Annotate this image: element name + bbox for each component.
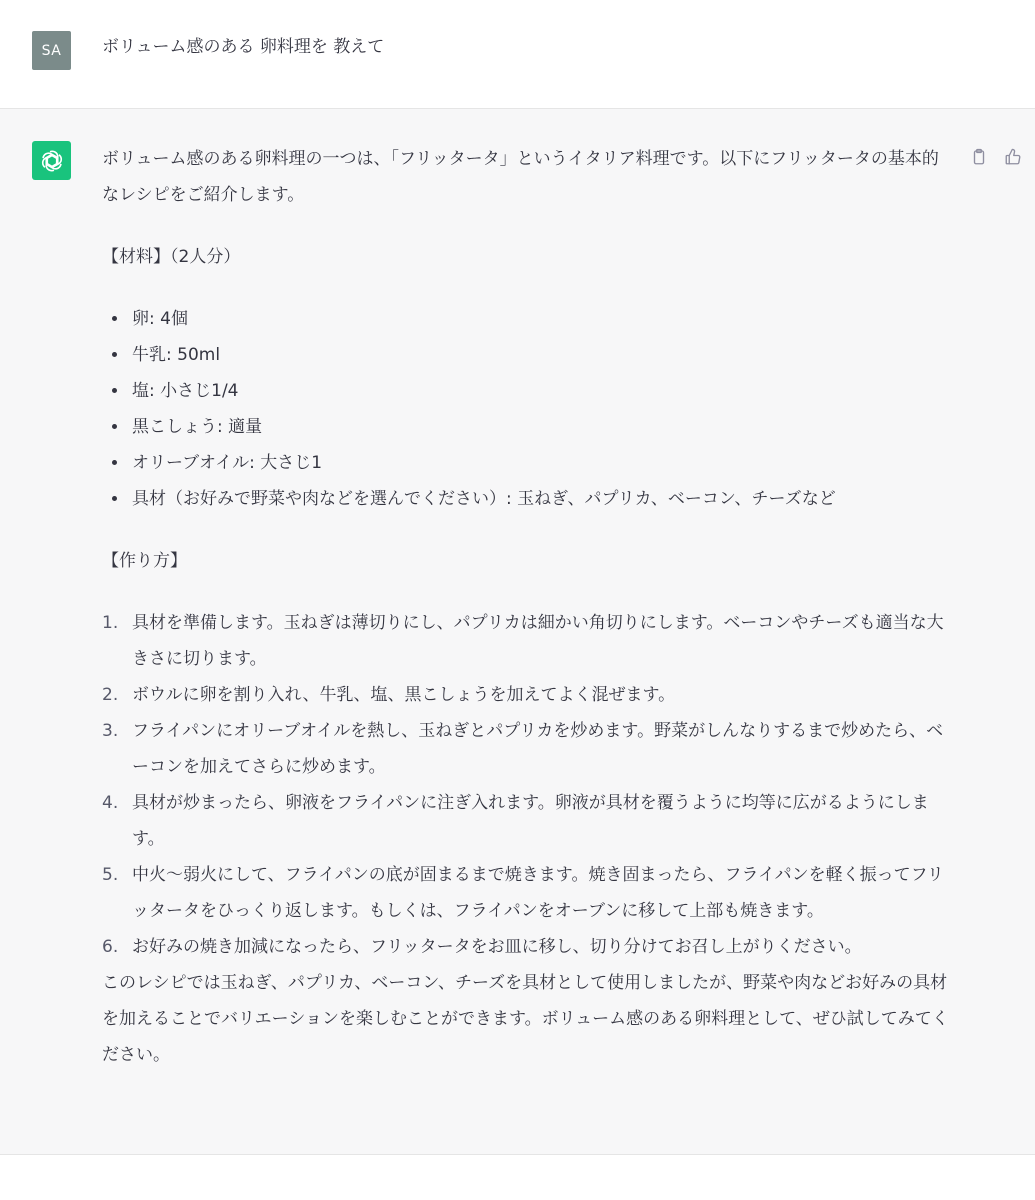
- user-message-text: ボリューム感のある 卵料理を 教えて: [102, 37, 385, 57]
- ingredients-list: [102, 301, 952, 517]
- list-item: 黒こしょう: 適量: [132, 409, 952, 445]
- ingredients-heading: 【材料】（2人分）: [102, 247, 241, 267]
- message-actions: [969, 147, 1023, 167]
- steps-list: [102, 605, 952, 965]
- list-item: [102, 785, 952, 857]
- list-item: オリーブオイル: 大さじ1: [132, 445, 952, 481]
- list-item: [102, 857, 952, 929]
- list-item: [102, 605, 952, 677]
- list-item: 具材（お好みで野菜や肉などを選んでください）: 玉ねぎ、パプリカ、ベーコン、チーズなど: [132, 481, 952, 517]
- list-item: [102, 929, 952, 965]
- summary-paragraph: このレシピでは玉ねぎ、パプリカ、ベーコン、チーズを具材として使用しましたが、野菜や肉などお好みの具材を加えることでバリエーションを楽しむことができます。ボリューム感のある卵料理として、ぜひ試してみてください。: [102, 973, 949, 1065]
- intro-paragraph: ボリューム感のある卵料理の一つは、「フリッタータ」というイタリア料理です。以下にフリッタータの基本的なレシピをご紹介します。: [102, 149, 939, 205]
- openai-logo-icon: [32, 141, 71, 180]
- step-text: お好みの焼き加減になったら、フリッタータをお皿に移し、切り分けてお召し上がりください。: [132, 937, 862, 957]
- clipboard-icon[interactable]: [969, 147, 989, 167]
- step-number: 1.: [102, 613, 119, 633]
- user-message-row: [0, 0, 1035, 109]
- thumbs-up-icon[interactable]: [1003, 147, 1023, 167]
- steps-heading: 【作り方】: [102, 551, 187, 571]
- assistant-message-row: [0, 109, 1035, 1155]
- step-text: 中火〜弱火にして、フライパンの底が固まるまで焼きます。焼き固まったら、フライパンを軽く振ってフリッタータをひっくり返します。もしくは、フライパンをオーブンに移して上部も焼きます。: [132, 865, 944, 921]
- list-item: [102, 677, 952, 713]
- list-item: 塩: 小さじ1/4: [132, 373, 952, 409]
- list-item: 卵: 4個: [132, 301, 952, 337]
- step-text: ボウルに卵を割り入れ、牛乳、塩、黒こしょうを加えてよく混ぜます。: [132, 685, 676, 705]
- step-number: 6.: [102, 937, 119, 957]
- step-text: 具材を準備します。玉ねぎは薄切りにし、パプリカは細かい角切りにします。ベーコンやチーズも適当な大きさに切ります。: [132, 613, 944, 669]
- step-number: 4.: [102, 793, 119, 813]
- user-avatar: [32, 31, 71, 70]
- step-number: 5.: [102, 865, 119, 885]
- list-item: 牛乳: 50ml: [132, 337, 952, 373]
- step-text: 具材が炒まったら、卵液をフライパンに注ぎ入れます。卵液が具材を覆うように均等に広がるようにします。: [132, 793, 929, 849]
- user-avatar-initials: SA: [41, 42, 62, 59]
- list-item: [102, 713, 952, 785]
- step-number: 3.: [102, 721, 119, 741]
- assistant-message-content: [102, 141, 952, 1073]
- step-number: 2.: [102, 685, 119, 705]
- step-text: フライパンにオリーブオイルを熱し、玉ねぎとパプリカを炒めます。野菜がしんなりするまで炒めたら、ベーコンを加えてさらに炒めます。: [132, 721, 944, 777]
